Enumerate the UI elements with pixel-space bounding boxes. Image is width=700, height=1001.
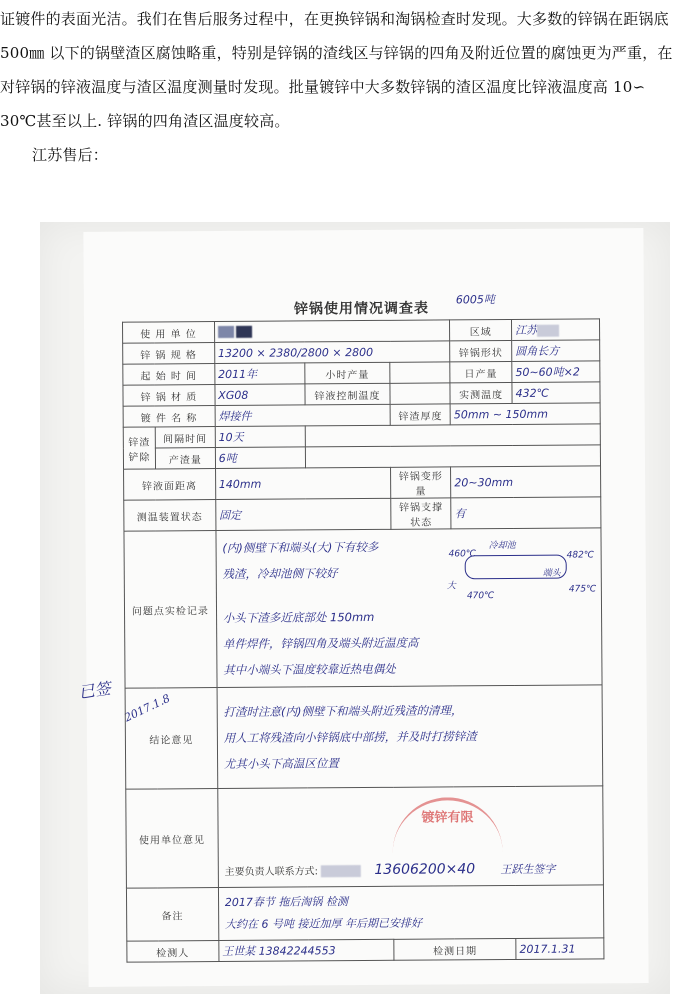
label-region: 区域 [450, 319, 512, 340]
value-hourly [390, 362, 450, 383]
issue-line: 其中小端头下温度较靠近热电偶处 [223, 661, 396, 677]
value-inspect-date: 2017.1.31 [516, 938, 604, 960]
label-ctrl-temp: 锌液控制温度 [305, 383, 391, 405]
survey-table [122, 318, 604, 962]
label-support: 锌锅支撑状态 [391, 498, 451, 529]
redacted-block [321, 865, 361, 877]
value-dross-amount: 6吨 [215, 447, 305, 469]
label-remarks: 备注 [126, 888, 218, 942]
survey-sheet [77, 228, 648, 987]
intro-text [0, 0, 700, 172]
blank-cell [305, 445, 601, 468]
redacted-block [537, 325, 559, 337]
table-row [126, 786, 604, 888]
label-parts: 镀 件 名 称 [123, 406, 215, 428]
side-signature: 已签 [77, 678, 112, 703]
label-dross-thick: 锌渣厚度 [390, 404, 450, 425]
label-surface-dist: 锌液面距离 [124, 469, 216, 501]
title-note: 6005吨 [455, 293, 495, 307]
label-deform: 锌锅变形量 [391, 467, 451, 498]
table-row [125, 685, 603, 789]
sketch-label: 冷却池 [488, 540, 516, 552]
value-region: 江苏 [512, 319, 600, 341]
label-daily: 日产量 [450, 361, 512, 382]
value-deform: 20~30mm [451, 466, 601, 498]
label-inspector: 检测人 [127, 941, 219, 963]
sketch-label: 端头 [542, 568, 561, 579]
table-row [124, 497, 601, 531]
value-material: XG08 [215, 384, 305, 406]
redacted-block [236, 326, 252, 338]
label-user-opinion: 使用单位意见 [126, 789, 218, 889]
sketch-label: 482℃ [566, 550, 594, 561]
section-heading: 江苏售后： [32, 146, 109, 164]
label-conclusion: 结论意见 [125, 688, 217, 790]
issue-line: 单件焊件，锌锅四角及端头附近温度高 [222, 635, 419, 651]
side-date: 2017.1.8 [122, 691, 173, 725]
form-title: 锌锅使用情况调查表 [293, 300, 429, 318]
table-row [127, 938, 604, 962]
issue-line: 残渣，冷却池侧下较好 [222, 566, 338, 582]
blank-cell [305, 424, 601, 447]
value-user-opinion [218, 786, 604, 888]
value-daily: 50~60吨×2 [512, 361, 600, 383]
intro-line-1: 证镀件的表面光洁。我们在售后服务过程中，在更换锌锅和淘锅检查时发现。大多数的锌锅在距锅底 [0, 10, 669, 28]
value-conclusion [217, 685, 603, 789]
value-remarks [218, 885, 604, 941]
label-device: 测温装置状态 [124, 500, 216, 532]
label-spec: 锌 锅 规 格 [123, 343, 215, 365]
remark-line: 大约在 6 号吨 接近加厚 年后期已安排好 [224, 916, 423, 931]
contact-signature: 王跃生签字 [500, 862, 556, 877]
sketch-label: 475℃ [568, 584, 597, 595]
remark-line: 2017春节 拖后淘锅 检测 [224, 895, 348, 909]
value-inspector: 王世某 13842244553 [219, 939, 395, 961]
value-unit [214, 320, 450, 343]
value-meas-temp: 432℃ [512, 382, 600, 404]
form-photo [40, 222, 670, 994]
label-dross-group: 锌渣铲除 [123, 427, 155, 469]
value-issues [216, 528, 602, 688]
value-ctrl-temp [390, 383, 450, 404]
intro-line-2: 500㎜ 以下的锅壁渣区腐蚀略重，特别是锌锅的渣线区与锌锅的四角及附近位置的腐蚀更为严重，在 [0, 44, 673, 62]
sketch-label: 470℃ [466, 591, 495, 602]
company-stamp: 镀锌有限 [392, 797, 502, 867]
value-interval: 10天 [215, 426, 305, 448]
value-spec: 13200 × 2380/2800 × 2800 [214, 341, 450, 364]
label-unit: 使 用 单 位 [123, 322, 215, 344]
label-hourly: 小时产量 [304, 362, 390, 384]
table-row [124, 466, 601, 500]
intro-line-3: 对锌锅的锌液温度与渣区温度测量时发现。批量镀锌中大多数锌锅的渣区温度比锌液温度高 10∽ [0, 78, 646, 96]
sketch-label: 大 [446, 581, 456, 592]
intro-line-4: 30℃甚至以上. 锌锅的四角渣区温度较高。 [0, 112, 290, 130]
conclusion-line: 尤其小头下高温区位置 [223, 756, 339, 771]
label-shape: 锌锅形状 [450, 340, 512, 361]
conclusion-line: 用人工将残渣向小锌锅底中部捞，并及时打捞锌渣 [223, 729, 477, 745]
issue-line: (内)侧壁下和端头(大)下有较多 [222, 539, 379, 556]
value-support: 有 [451, 497, 601, 529]
issue-line: 小头下渣多近底部处 150mm [222, 609, 375, 625]
sketch-label: 460℃ [448, 549, 476, 560]
table-row [126, 885, 603, 941]
label-material: 锌 锅 材 质 [123, 385, 215, 407]
value-device: 固定 [216, 498, 392, 530]
label-meas-temp: 实测温度 [450, 382, 512, 403]
value-dross-thick: 50mm ~ 150mm [450, 403, 600, 425]
contact-label: 主要负责人联系方式: [224, 866, 319, 878]
table-row [124, 528, 602, 688]
conclusion-line: 打渣时注意(内)侧壁下和端头附近残渣的清理， [223, 703, 463, 719]
label-interval: 间隔时间 [155, 427, 215, 448]
pot-sketch [444, 532, 597, 603]
value-start: 2011年 [215, 363, 305, 385]
value-parts: 焊接件 [215, 404, 391, 426]
label-issues: 问题点实检记录 [124, 531, 217, 689]
redacted-block [218, 326, 234, 338]
value-surface-dist: 140mm [215, 467, 391, 499]
contact-phone: 13606200×40 [374, 861, 476, 878]
label-inspect-date: 检测日期 [394, 938, 516, 960]
value-shape: 圆角长方 [512, 340, 600, 362]
label-dross-amount: 产渣量 [155, 448, 215, 469]
label-start: 起 始 时 间 [123, 364, 215, 386]
